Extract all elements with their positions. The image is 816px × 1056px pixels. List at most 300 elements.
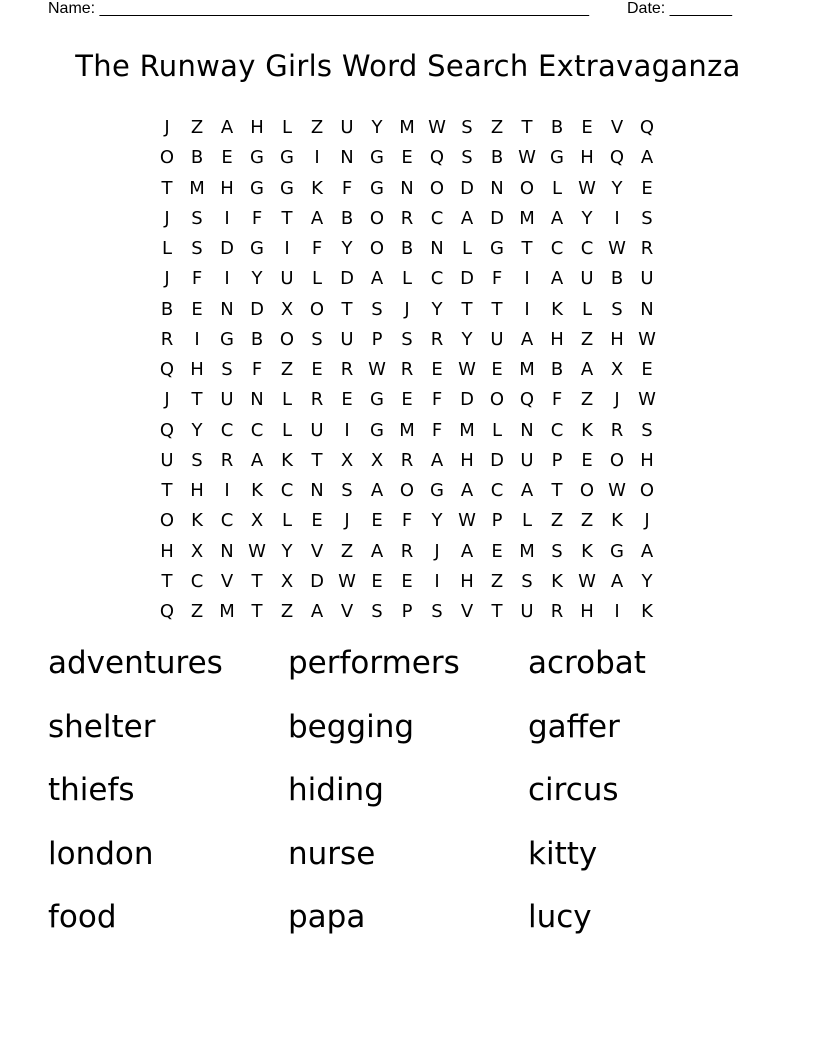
grid-letter: N xyxy=(430,238,444,259)
grid-letter: T xyxy=(521,117,533,138)
grid-letter: E xyxy=(491,540,503,562)
word-list-item: london xyxy=(48,835,154,872)
grid-letter: S xyxy=(311,328,323,350)
grid-letter: I xyxy=(614,207,620,229)
grid-letter: V xyxy=(460,601,474,622)
date-field: Date: _______ xyxy=(627,0,732,17)
grid-letter: T xyxy=(251,570,263,592)
grid-letter: W xyxy=(458,359,476,380)
grid-letter: E xyxy=(191,298,203,320)
grid-letter: M xyxy=(189,177,205,199)
grid-letter: E xyxy=(341,389,353,411)
grid-letter: P xyxy=(401,601,413,622)
grid-letter: L xyxy=(161,238,173,259)
grid-letter: K xyxy=(551,298,563,320)
grid-letter: Y xyxy=(611,177,623,199)
grid-letter: H xyxy=(190,359,204,380)
grid-letter: Q xyxy=(159,419,175,441)
grid-letter: C xyxy=(280,480,294,501)
grid-letter: O xyxy=(309,298,325,320)
grid-letter: U xyxy=(520,449,534,471)
grid-letter: S xyxy=(461,147,473,169)
grid-letter: D xyxy=(340,268,354,290)
grid-letter: O xyxy=(579,480,595,501)
name-field: Name: _______________________________________________________ xyxy=(48,0,589,17)
grid-letter: H xyxy=(610,328,624,350)
grid-letter: T xyxy=(311,449,323,471)
grid-letter: H xyxy=(640,449,654,471)
grid-letter: Z xyxy=(280,359,294,380)
grid-letter: N xyxy=(220,298,234,320)
grid-letter: B xyxy=(400,238,414,259)
grid-letter: A xyxy=(460,540,474,562)
grid-letter: S xyxy=(551,540,563,562)
grid-letter: H xyxy=(460,570,474,592)
grid-letter: J xyxy=(164,117,170,138)
grid-letter: T xyxy=(161,570,173,592)
grid-letter: P xyxy=(551,449,563,471)
grid-letter: E xyxy=(401,389,413,411)
grid-letter: C xyxy=(550,238,564,259)
grid-letter: G xyxy=(370,419,384,441)
grid-letter: K xyxy=(581,419,593,441)
grid-letter: K xyxy=(311,177,323,199)
grid-letter: W xyxy=(638,328,656,350)
grid-letter: L xyxy=(311,268,323,290)
grid-letter: H xyxy=(250,117,264,138)
grid-letter: D xyxy=(250,298,264,320)
grid-letter: E xyxy=(641,177,653,199)
grid-letter: Q xyxy=(429,147,445,169)
grid-letter: E xyxy=(431,359,443,380)
grid-letter: S xyxy=(371,298,383,320)
grid-letter: L xyxy=(461,238,473,259)
grid-letter: F xyxy=(401,510,413,532)
grid-letter: A xyxy=(370,268,384,290)
grid-letter: R xyxy=(220,449,234,471)
grid-letter: S xyxy=(341,480,353,501)
grid-letter: G xyxy=(220,328,234,350)
grid-letter: S xyxy=(611,298,623,320)
grid-letter: C xyxy=(490,480,504,501)
word-list-item: thiefs xyxy=(48,772,135,808)
grid-letter: E xyxy=(581,117,593,138)
grid-letter: Z xyxy=(490,117,504,138)
grid-letter: K xyxy=(581,540,593,562)
grid-letter: T xyxy=(461,298,473,320)
grid-letter: L xyxy=(281,419,293,441)
grid-letter: O xyxy=(429,177,445,199)
word-list-item: begging xyxy=(288,708,415,745)
grid-letter: W xyxy=(338,570,356,592)
grid-letter: Z xyxy=(580,389,594,411)
grid-letter: D xyxy=(460,177,474,199)
grid-letter: A xyxy=(640,540,654,562)
grid-letter: Q xyxy=(159,601,175,622)
word-list-item: papa xyxy=(288,899,366,935)
grid-letter: A xyxy=(460,480,474,501)
word-list-item: adventures xyxy=(48,645,223,681)
grid-letter: W xyxy=(458,510,476,532)
grid-letter: H xyxy=(460,449,474,471)
grid-letter: O xyxy=(609,449,625,471)
grid-letter: J xyxy=(434,540,440,562)
grid-letter: U xyxy=(160,449,174,471)
grid-letter: A xyxy=(520,480,534,501)
grid-letter: R xyxy=(160,328,174,350)
grid-letter: G xyxy=(370,389,384,411)
grid-letter: G xyxy=(250,177,264,199)
grid-letter: I xyxy=(434,570,440,592)
grid-letter: N xyxy=(520,419,534,441)
grid-letter: O xyxy=(159,147,175,169)
grid-letter: Y xyxy=(641,570,653,592)
grid-letter: I xyxy=(224,207,230,229)
grid-letter: R xyxy=(550,601,564,622)
grid-letter: M xyxy=(219,601,235,622)
grid-letter: S xyxy=(401,328,413,350)
grid-letter: N xyxy=(310,480,324,501)
grid-letter: X xyxy=(250,510,264,532)
grid-letter: F xyxy=(491,268,503,290)
grid-letter: Y xyxy=(431,298,443,320)
grid-letter: S xyxy=(641,207,653,229)
grid-letter: T xyxy=(491,298,503,320)
grid-letter: Y xyxy=(461,328,473,350)
grid-letter: S xyxy=(221,359,233,380)
grid-letter: Z xyxy=(340,540,354,562)
grid-letter: B xyxy=(490,147,504,169)
grid-letter: D xyxy=(220,238,234,259)
grid-letter: E xyxy=(311,359,323,380)
grid-letter: O xyxy=(279,328,295,350)
grid-letter: Y xyxy=(281,540,293,562)
grid-letter: I xyxy=(224,480,230,501)
grid-letter: S xyxy=(191,449,203,471)
grid-letter: L xyxy=(551,177,563,199)
grid-letter: L xyxy=(281,389,293,411)
grid-letter: L xyxy=(281,117,293,138)
grid-letter: R xyxy=(400,540,414,562)
grid-letter: B xyxy=(340,207,354,229)
grid-letter: D xyxy=(460,268,474,290)
word-list-item: nurse xyxy=(288,835,376,872)
grid-letter: H xyxy=(190,480,204,501)
grid-letter: W xyxy=(608,238,626,259)
grid-letter: A xyxy=(310,601,324,622)
grid-letter: G xyxy=(610,540,624,562)
grid-letter: N xyxy=(340,147,354,169)
grid-letter: D xyxy=(310,570,324,592)
grid-letter: H xyxy=(550,328,564,350)
grid-letter: Q xyxy=(639,117,655,138)
grid-letter: W xyxy=(428,117,446,138)
grid-letter: N xyxy=(250,389,264,411)
grid-letter: U xyxy=(520,601,534,622)
grid-letter: I xyxy=(614,601,620,622)
grid-letter: V xyxy=(340,601,354,622)
word-list-item: performers xyxy=(288,645,460,681)
grid-letter: K xyxy=(191,510,203,532)
grid-letter: Q xyxy=(159,359,175,380)
grid-letter: B xyxy=(160,298,174,320)
grid-letter: D xyxy=(460,389,474,411)
grid-letter: A xyxy=(430,449,444,471)
grid-letter: R xyxy=(430,328,444,350)
grid-letter: F xyxy=(251,207,263,229)
grid-letter: J xyxy=(404,298,410,320)
grid-letter: Z xyxy=(580,328,594,350)
grid-letter: X xyxy=(610,359,624,380)
grid-letter: A xyxy=(460,207,474,229)
grid-letter: F xyxy=(341,177,353,199)
grid-letter: D xyxy=(490,207,504,229)
grid-letter: I xyxy=(314,147,320,169)
grid-letter: C xyxy=(190,570,204,592)
grid-letter: A xyxy=(370,480,384,501)
grid-letter: B xyxy=(610,268,624,290)
grid-letter: T xyxy=(161,177,173,199)
grid-letter: Z xyxy=(310,117,324,138)
grid-letter: T xyxy=(341,298,353,320)
grid-letter: C xyxy=(250,419,264,441)
grid-letter: A xyxy=(580,359,594,380)
grid-letter: W xyxy=(638,389,656,411)
page-title: The Runway Girls Word Search Extravaganza xyxy=(75,49,741,83)
grid-letter: O xyxy=(489,389,505,411)
grid-letter: T xyxy=(281,207,293,229)
grid-letter: V xyxy=(310,540,324,562)
grid-letter: E xyxy=(221,147,233,169)
grid-letter: T xyxy=(551,480,563,501)
grid-letter: Z xyxy=(580,510,594,532)
grid-letter: W xyxy=(248,540,266,562)
grid-letter: H xyxy=(160,540,174,562)
grid-letter: I xyxy=(224,268,230,290)
grid-letter: I xyxy=(524,298,530,320)
grid-letter: G xyxy=(250,238,264,259)
grid-letter: L xyxy=(521,510,533,532)
grid-letter: H xyxy=(220,177,234,199)
grid-letter: O xyxy=(369,238,385,259)
grid-letter: G xyxy=(250,147,264,169)
grid-letter: T xyxy=(521,238,533,259)
grid-letter: E xyxy=(311,510,323,532)
word-list-item: hiding xyxy=(288,772,384,808)
grid-letter: N xyxy=(220,540,234,562)
grid-letter: U xyxy=(640,268,654,290)
grid-letter: W xyxy=(518,147,536,169)
grid-letter: R xyxy=(340,359,354,380)
grid-letter: I xyxy=(344,419,350,441)
grid-letter: N xyxy=(400,177,414,199)
grid-letter: S xyxy=(191,238,203,259)
word-list-item: circus xyxy=(528,772,619,808)
grid-letter: A xyxy=(220,117,234,138)
grid-letter: A xyxy=(550,268,564,290)
grid-letter: E xyxy=(491,359,503,380)
grid-letter: F xyxy=(251,359,263,380)
grid-letter: E xyxy=(401,570,413,592)
grid-letter: H xyxy=(580,601,594,622)
grid-letter: S xyxy=(191,207,203,229)
grid-letter: X xyxy=(190,540,204,562)
grid-letter: M xyxy=(519,359,535,380)
grid-letter: T xyxy=(251,601,263,622)
grid-letter: F xyxy=(551,389,563,411)
grid-letter: X xyxy=(280,298,294,320)
grid-letter: H xyxy=(580,147,594,169)
grid-letter: O xyxy=(639,480,655,501)
grid-letter: A xyxy=(250,449,264,471)
grid-letter: E xyxy=(641,359,653,380)
grid-letter: R xyxy=(400,207,414,229)
grid-letter: M xyxy=(519,540,535,562)
grid-letter: A xyxy=(370,540,384,562)
grid-letter: J xyxy=(344,510,350,532)
grid-letter: A xyxy=(640,147,654,169)
grid-letter: G xyxy=(490,238,504,259)
grid-letter: S xyxy=(641,419,653,441)
grid-letter: K xyxy=(281,449,293,471)
grid-letter: F xyxy=(431,389,443,411)
grid-letter: K xyxy=(611,510,623,532)
grid-letter: O xyxy=(369,207,385,229)
word-list-item: acrobat xyxy=(528,645,646,681)
grid-letter: P xyxy=(371,328,383,350)
grid-letter: W xyxy=(368,359,386,380)
grid-letter: Z xyxy=(190,117,204,138)
grid-letter: U xyxy=(310,419,324,441)
grid-letter: C xyxy=(550,419,564,441)
grid-letter: B xyxy=(550,359,564,380)
grid-letter: E xyxy=(371,570,383,592)
grid-letter: F xyxy=(431,419,443,441)
grid-letter: T xyxy=(161,480,173,501)
grid-letter: Y xyxy=(341,238,353,259)
grid-letter: L xyxy=(581,298,593,320)
grid-letter: K xyxy=(641,601,653,622)
grid-letter: C xyxy=(430,268,444,290)
grid-letter: M xyxy=(399,117,415,138)
grid-letter: S xyxy=(461,117,473,138)
grid-letter: Q xyxy=(519,389,535,411)
grid-letter: U xyxy=(580,268,594,290)
grid-letter: Y xyxy=(371,117,383,138)
grid-letter: O xyxy=(399,480,415,501)
grid-letter: V xyxy=(610,117,624,138)
grid-letter: A xyxy=(520,328,534,350)
grid-letter: Y xyxy=(431,510,443,532)
grid-letter: X xyxy=(370,449,384,471)
grid-letter: I xyxy=(194,328,200,350)
grid-letter: F xyxy=(311,238,323,259)
grid-letter: R xyxy=(400,449,414,471)
grid-letter: B xyxy=(550,117,564,138)
grid-letter: S xyxy=(521,570,533,592)
grid-letter: J xyxy=(644,510,650,532)
grid-letter: J xyxy=(614,389,620,411)
grid-letter: X xyxy=(280,570,294,592)
word-list-item: kitty xyxy=(528,835,598,872)
grid-letter: Y xyxy=(251,268,263,290)
grid-letter: D xyxy=(490,449,504,471)
grid-letter: R xyxy=(640,238,654,259)
grid-letter: Q xyxy=(609,147,625,169)
grid-letter: Z xyxy=(550,510,564,532)
grid-letter: B xyxy=(250,328,264,350)
grid-letter: Y xyxy=(191,419,203,441)
word-list xyxy=(48,640,768,958)
grid-letter: G xyxy=(280,177,294,199)
grid-letter: F xyxy=(191,268,203,290)
grid-letter: U xyxy=(220,389,234,411)
grid-letter: K xyxy=(251,480,263,501)
grid-letter: W xyxy=(578,570,596,592)
grid-letter: W xyxy=(608,480,626,501)
grid-letter: R xyxy=(400,359,414,380)
grid-letter: Y xyxy=(581,207,593,229)
grid-letter: I xyxy=(284,238,290,259)
grid-letter: R xyxy=(310,389,324,411)
grid-letter: C xyxy=(220,419,234,441)
grid-letter: J xyxy=(164,207,170,229)
word-list-item: lucy xyxy=(528,899,592,935)
grid-letter: C xyxy=(430,207,444,229)
grid-letter: J xyxy=(164,268,170,290)
grid-letter: T xyxy=(491,601,503,622)
grid-letter: L xyxy=(491,419,503,441)
grid-letter: B xyxy=(190,147,204,169)
grid-letter: A xyxy=(610,570,624,592)
grid-letter: S xyxy=(371,601,383,622)
grid-letter: L xyxy=(401,268,413,290)
grid-letter: Z xyxy=(490,570,504,592)
grid-letter: K xyxy=(551,570,563,592)
grid-letter: W xyxy=(578,177,596,199)
grid-letter: G xyxy=(430,480,444,501)
grid-letter: C xyxy=(580,238,594,259)
grid-letter: C xyxy=(220,510,234,532)
grid-letter: N xyxy=(490,177,504,199)
grid-letter: M xyxy=(399,419,415,441)
grid-letter: M xyxy=(459,419,475,441)
grid-letter: A xyxy=(550,207,564,229)
grid-letter: U xyxy=(280,268,294,290)
grid-letter: L xyxy=(281,510,293,532)
grid-letter: I xyxy=(524,268,530,290)
grid-letter: G xyxy=(370,177,384,199)
grid-letter: Z xyxy=(280,601,294,622)
grid-letter: X xyxy=(340,449,354,471)
grid-letter: N xyxy=(640,298,654,320)
grid-letter: G xyxy=(280,147,294,169)
grid-letter: Z xyxy=(190,601,204,622)
grid-letter: O xyxy=(159,510,175,532)
grid-letter: P xyxy=(491,510,503,532)
grid-letter: E xyxy=(401,147,413,169)
word-list-item: shelter xyxy=(48,708,156,745)
grid-letter: M xyxy=(519,207,535,229)
word-list-item: food xyxy=(48,899,117,935)
word-list-item: gaffer xyxy=(528,708,620,745)
grid-letter: T xyxy=(191,389,203,411)
grid-letter: E xyxy=(581,449,593,471)
grid-letter: U xyxy=(490,328,504,350)
grid-letter: S xyxy=(431,601,443,622)
grid-letter: A xyxy=(310,207,324,229)
grid-letter: G xyxy=(370,147,384,169)
